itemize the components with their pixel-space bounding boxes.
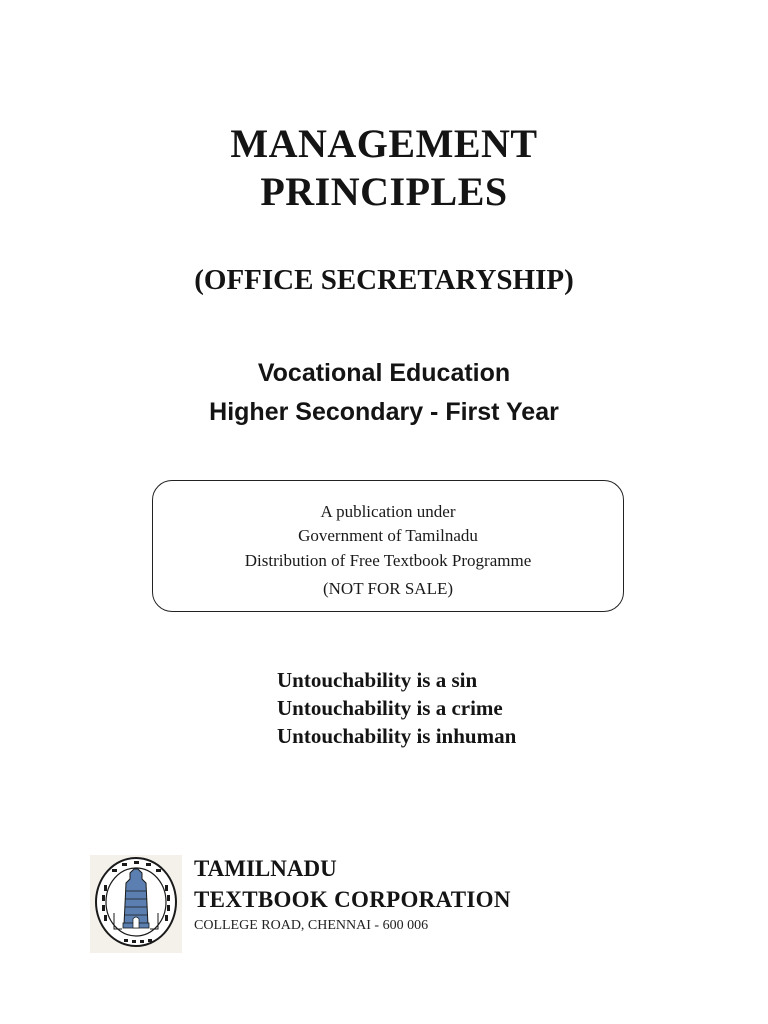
publisher-name-line-1: TAMILNADU (194, 856, 337, 881)
publisher-address: COLLEGE ROAD, CHENNAI - 600 006 (194, 918, 429, 933)
title-line-1: MANAGEMENT (230, 121, 538, 166)
tamilnadu-emblem-icon (90, 855, 182, 953)
publication-line-4: (NOT FOR SALE) (322, 579, 454, 598)
slogan-line: Untouchability is a crime (277, 696, 503, 720)
publication-box (152, 480, 624, 612)
publication-line-2: Government of Tamilnadu (298, 526, 478, 545)
title-line-2: PRINCIPLES (260, 169, 508, 214)
publication-line-1: A publication under (320, 502, 456, 521)
course-line-2: Higher Secondary - First Year (209, 398, 559, 426)
subtitle: (OFFICE SECRETARYSHIP) (194, 264, 574, 296)
course-line-1: Vocational Education (257, 359, 511, 387)
slogan-line: Untouchability is inhuman (277, 724, 517, 748)
slogan-line: Untouchability is a sin (277, 668, 478, 692)
publication-line-3: Distribution of Free Textbook Programme (244, 551, 532, 570)
slogans (277, 666, 516, 750)
publisher-name-line-2: TEXTBOOK CORPORATION (194, 887, 511, 912)
